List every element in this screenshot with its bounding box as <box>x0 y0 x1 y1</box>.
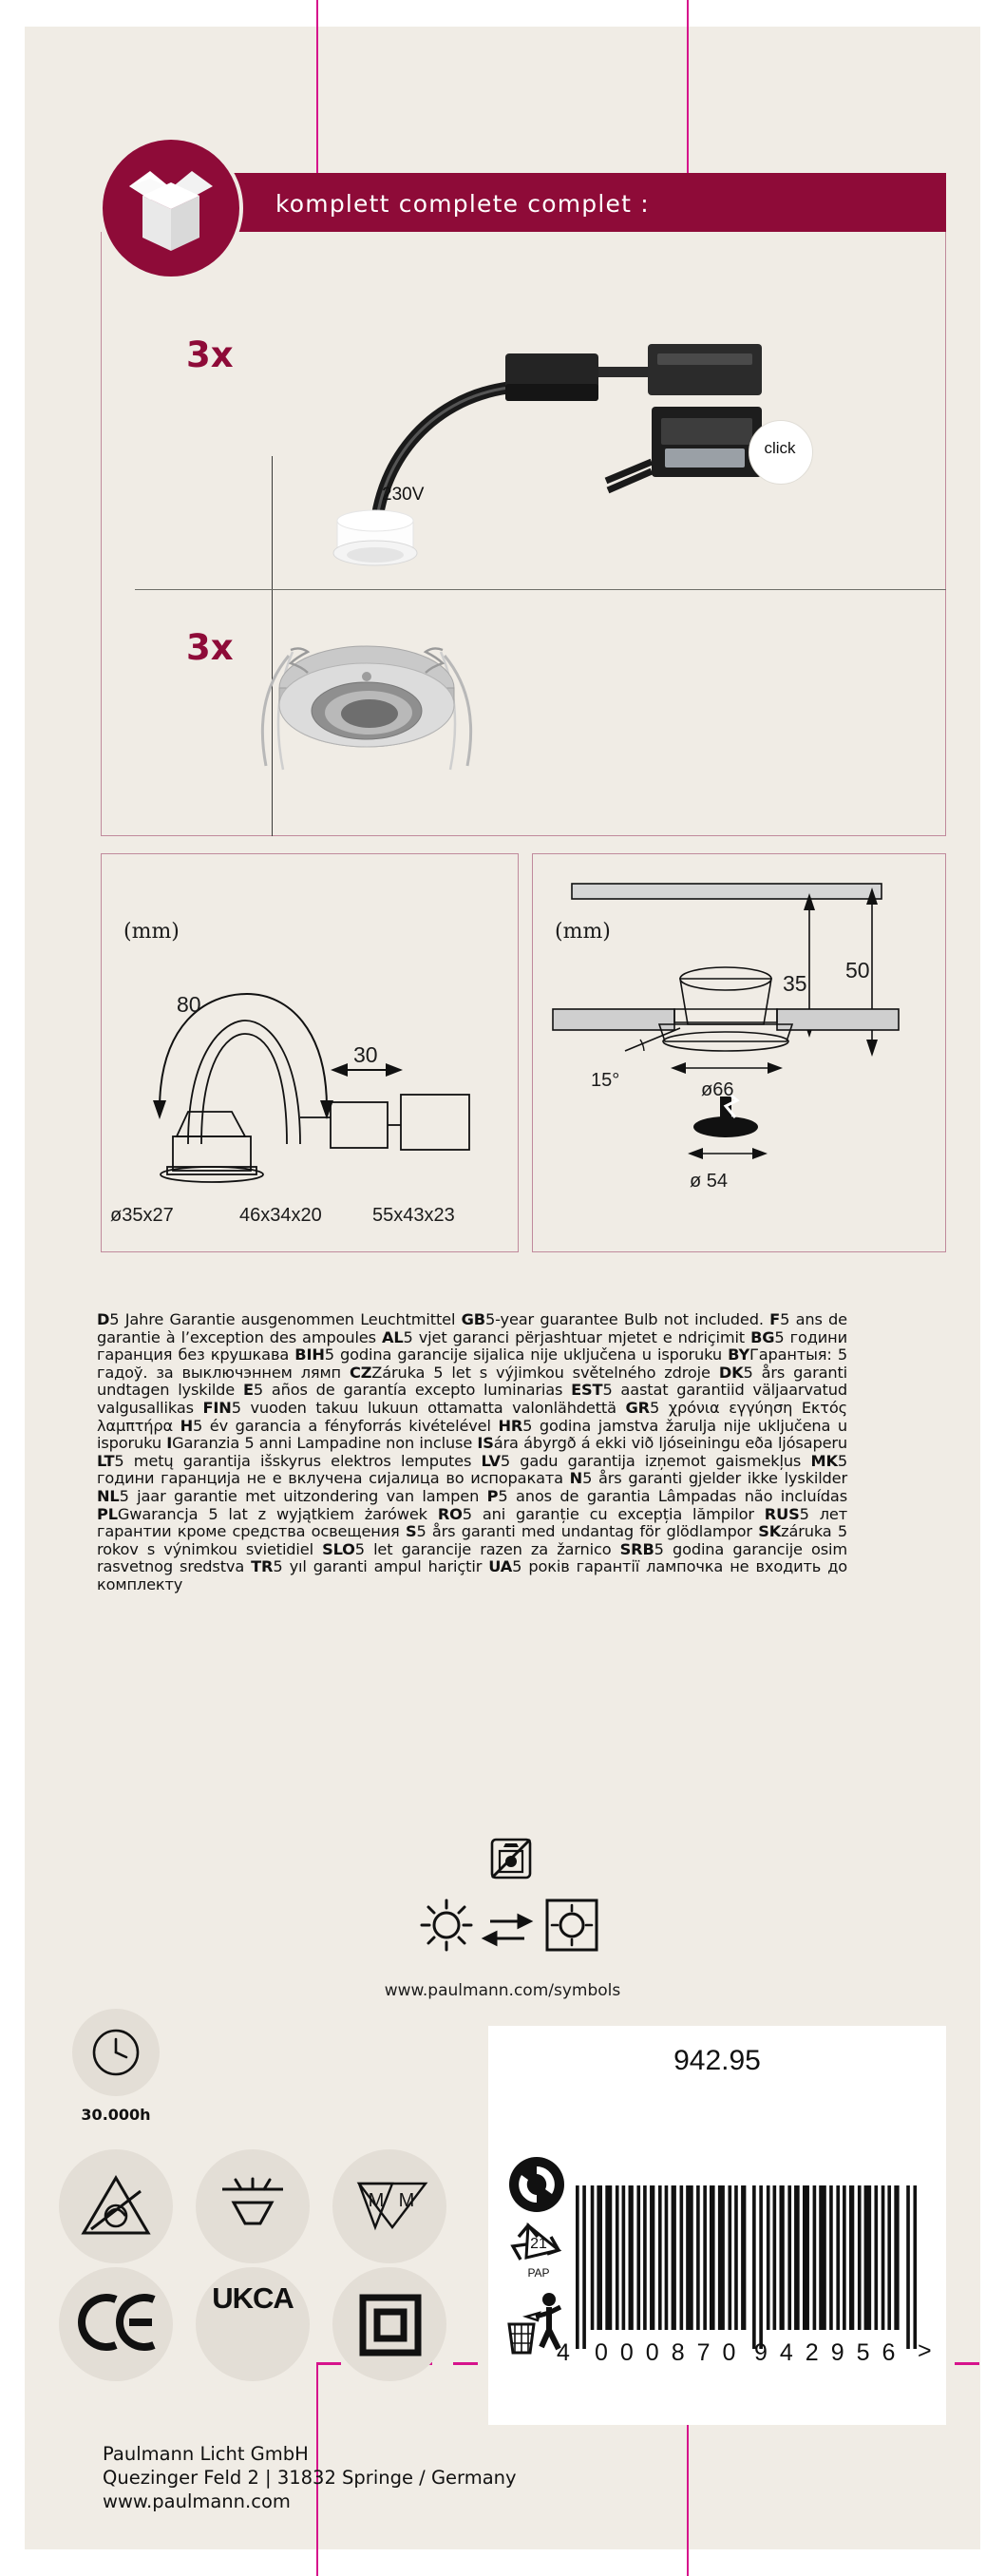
guarantee-language-text: 5 års garanti gjelder ikke lyskilder <box>582 1469 847 1488</box>
guarantee-language-text: 5-year guarantee Bulb not included. <box>484 1310 770 1328</box>
guarantee-language-text: 5 Jahre Garantie ausgenommen Leuchtmittel <box>109 1310 462 1328</box>
guarantee-language-text: 5 vjet garanci përjashtuar mjetet e ndriçimit <box>403 1327 751 1346</box>
lifetime-hours-label: 30.000h <box>81 2106 151 2124</box>
lamp-dimension-drawing <box>120 950 509 1197</box>
crop-mark-top-right <box>687 0 689 29</box>
dimension-cutout-diameter: ø 54 <box>690 1171 729 1192</box>
guarantee-language-text: 5 ans de garantie à l’exception des ampoules <box>97 1310 847 1346</box>
unit-label-right: (mm) <box>555 920 611 944</box>
guarantee-language-code: N <box>569 1469 583 1488</box>
guarantee-language-text: 5 años de garantía excepto luminarias <box>253 1381 572 1400</box>
quantity-lamp-module: 3x <box>186 334 234 375</box>
guarantee-language-text: 5 ani garanție cu excepția lămpilor <box>462 1504 765 1523</box>
company-website[interactable]: www.paulmann.com <box>103 2490 291 2512</box>
guarantee-language-code: GR <box>625 1398 650 1417</box>
unit-label-left: (mm) <box>123 920 180 944</box>
safety-transformer-icon <box>82 2174 150 2237</box>
ce-mark-icon <box>84 2294 158 2351</box>
guarantee-language-text: 5 godina garancije sijalica nije uključena u isporuku <box>324 1345 729 1364</box>
barcode-right-group: 942956 <box>754 2339 908 2366</box>
guarantee-language-text: ára ábyrgð á ekki við ljóseiningu eða ljósaperu <box>493 1434 847 1453</box>
guarantee-language-text: 5 gadu garantija izņemot gaismekļus <box>500 1451 811 1470</box>
svg-text:21: 21 <box>530 2236 547 2252</box>
guarantee-language-text: 5 vuoden takuu lukuun ottamatta valonlähdettä <box>231 1398 626 1417</box>
guarantee-language-code: BIH <box>294 1345 325 1364</box>
svg-text:PAP: PAP <box>527 2266 550 2280</box>
guarantee-language-code: H <box>180 1416 194 1435</box>
guarantee-language-code: LV <box>481 1451 501 1470</box>
guarantee-language-code: SRB <box>619 1539 654 1558</box>
article-number: 942.95 <box>673 2045 761 2076</box>
green-dot-recycling-icon <box>507 2155 566 2214</box>
fold-line-bottom-right <box>687 2425 689 2576</box>
dimension-total-height: 50 <box>845 958 870 983</box>
fold-line-right <box>687 27 689 177</box>
parts-row-divider <box>135 589 946 590</box>
guarantee-language-code: F <box>769 1310 781 1328</box>
barcode-leading-digit: 4 <box>557 2339 570 2366</box>
guarantee-language-code: CZ <box>349 1363 372 1382</box>
guarantee-language-text: 5 metų garantija išskyrus elektros lemputes <box>114 1451 482 1470</box>
mm-mesh-icon <box>357 2180 427 2229</box>
dimension-depth: 35 <box>783 971 807 996</box>
guarantee-language-text: 5 лет гарантии кроме средства освещения <box>97 1504 848 1541</box>
guarantee-language-code: BY <box>728 1345 750 1364</box>
guarantee-language-code: LT <box>97 1451 115 1470</box>
guarantee-language-text: 5 yıl garanti ampul hariçtir <box>273 1557 489 1576</box>
barcode-trailing-mark: > <box>918 2337 932 2364</box>
recessed-downlight-icon <box>218 2176 287 2235</box>
dimension-driver-large: 55x43x23 <box>372 1205 455 1226</box>
guarantee-language-code: DK <box>718 1363 744 1382</box>
svg-text:M: M <box>368 2190 385 2211</box>
guarantee-language-code: IS <box>477 1434 494 1453</box>
bleed-margin-right <box>980 0 1005 2576</box>
guarantee-language-text: Garanzia 5 anni Lampadine non incluse <box>172 1434 478 1453</box>
guarantee-language-code: SLO <box>322 1539 355 1558</box>
guarantee-language-code: PL <box>97 1504 118 1523</box>
guarantee-languages <box>97 1310 847 1593</box>
recessed-installation-drawing <box>538 865 940 1245</box>
guarantee-language-code: P <box>486 1486 499 1505</box>
guarantee-text-block <box>97 1311 847 1594</box>
guarantee-language-text: 5 χρόνια εγγύηση Εκτός λαμπτήρα <box>97 1398 847 1435</box>
dimension-ring-diameter: ø66 <box>701 1079 734 1100</box>
guarantee-language-code: SK <box>758 1522 782 1541</box>
ean13-barcode <box>576 2185 918 2349</box>
dimension-arc-length: 80 <box>177 992 201 1017</box>
guarantee-language-text: 5 års garanti med undantag för glödlampor <box>416 1522 759 1541</box>
guarantee-language-code: I <box>166 1434 173 1453</box>
click-label: click <box>764 439 796 457</box>
guarantee-language-code: E <box>242 1381 254 1400</box>
guarantee-language-text: Gwarancja 5 lat z wyjątkiem żarówek <box>117 1504 438 1523</box>
guarantee-language-text: 5 jaar garantie met uitzondering van lampen <box>119 1486 487 1505</box>
guarantee-language-text: 5 let garancije razen za žarnico <box>354 1539 620 1558</box>
guarantee-language-code: RUS <box>764 1504 800 1523</box>
guarantee-language-code: FIN <box>202 1398 232 1417</box>
bleed-margin-bottom <box>0 2549 1005 2576</box>
lamp-exchange-icon <box>414 1834 604 1973</box>
guarantee-language-code: D <box>97 1310 110 1328</box>
crop-mark-top-left <box>316 0 318 29</box>
guarantee-language-code: HR <box>498 1416 523 1435</box>
guarantee-language-text: 5 години гаранция без крушкава <box>97 1327 847 1364</box>
guarantee-language-text: Гарантыя: 5 гадоў. за выключэннем лямп <box>97 1345 847 1382</box>
bleed-margin-top <box>0 0 1005 27</box>
dimension-lamp-head: ø35x27 <box>110 1205 174 1226</box>
guarantee-language-code: MK <box>810 1451 838 1470</box>
guarantee-language-text: 5 év garancia a fényforrás kivételével <box>193 1416 499 1435</box>
symbols-url[interactable]: www.paulmann.com/symbols <box>384 1981 621 2000</box>
bleed-margin-left <box>0 0 25 2576</box>
guarantee-language-text: 5 godina garancije osim rasvetnog sredstva <box>97 1539 847 1576</box>
protection-class-2-icon <box>361 2296 420 2355</box>
dimension-driver-small: 46x34x20 <box>239 1205 322 1226</box>
guarantee-language-text: 5 godina jamstva žarulja nije uključena u isporuku <box>97 1416 847 1453</box>
dimension-tilt-angle: 15° <box>591 1070 620 1091</box>
guarantee-language-code: EST <box>571 1381 603 1400</box>
guarantee-language-code: TR <box>251 1557 274 1576</box>
guarantee-language-code: AL <box>381 1327 404 1346</box>
guarantee-language-text: záruka 5 rokov s výnimkou svietidiel <box>97 1522 848 1558</box>
guarantee-language-code: UA <box>488 1557 513 1576</box>
guarantee-language-code: NL <box>97 1486 120 1505</box>
guarantee-language-text: Záruka 5 let s výjimkou světelného zdroje <box>371 1363 719 1382</box>
pap-recycling-icon <box>507 2223 570 2282</box>
guarantee-language-text: 5 anos de garantia Lâmpadas não incluídas <box>498 1486 847 1505</box>
guarantee-language-text: 5 aastat garantiid väljaarvatud valgusallikas <box>97 1381 847 1417</box>
guarantee-language-code: BG <box>750 1327 775 1346</box>
footer-block <box>103 2442 517 2513</box>
guarantee-language-code: S <box>405 1522 417 1541</box>
guarantee-language-text: 5 років гарантії лампочка не входить до комплекту <box>97 1557 848 1593</box>
dimension-gap: 30 <box>353 1042 378 1067</box>
page-title: komplett complete complet : <box>275 190 650 218</box>
mounting-ring-illustration <box>234 606 500 796</box>
guarantee-language-code: RO <box>437 1504 463 1523</box>
guarantee-language-code: GB <box>461 1310 485 1328</box>
quantity-mounting-ring: 3x <box>186 627 234 668</box>
voltage-label: 230V <box>382 485 425 505</box>
guarantee-language-text: 5 års garanti undtagen lyskilde <box>97 1363 847 1400</box>
lamp-module-illustration <box>285 285 940 570</box>
guarantee-language-text: 5 години гаранција не е вклучена сијалица во испораката <box>97 1451 847 1488</box>
barcode-left-group: 000870 <box>595 2339 749 2366</box>
company-name: Paulmann Licht GmbH <box>103 2443 309 2465</box>
clock-icon <box>91 2028 141 2077</box>
ukca-mark-label: UKCA <box>212 2281 294 2315</box>
svg-text:M: M <box>398 2190 415 2211</box>
company-address: Quezinger Feld 2 | 31832 Springe / Germany <box>103 2467 517 2489</box>
